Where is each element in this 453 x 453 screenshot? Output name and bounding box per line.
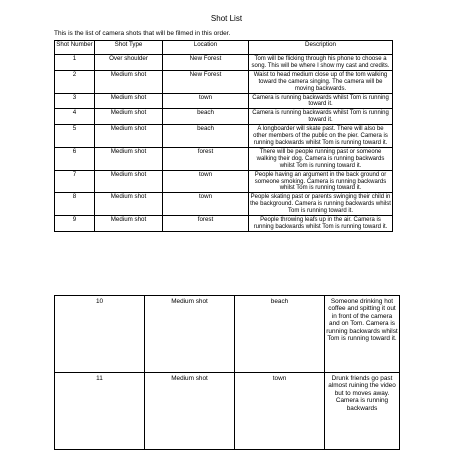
description-cell: Waist to head medium close up of the tom walking toward the camera singing. The camera will be moving backwards. — [249, 70, 393, 93]
table-row — [55, 109, 393, 125]
shot-number-cell: 11 — [55, 373, 145, 450]
description-cell: People throwing leafs up in the air. Camera is running backwards whilst Tom is running toward it. — [249, 216, 393, 232]
description-cell: Tom will be flicking through his phone to choose a song. This will be where I show my cast and credits. — [249, 55, 393, 71]
shot-type-cell: Medium shot — [95, 109, 163, 125]
description-cell: Camera is running backwards whilst Tom is running toward it. — [249, 93, 393, 109]
location-cell: beach — [235, 296, 325, 373]
location-cell: town — [163, 93, 249, 109]
description-cell: There will be people running past or someone walking their dog. Camera is running backwards whilst Tom is running toward it. — [249, 147, 393, 170]
shot-list-table — [54, 40, 393, 232]
location-cell: town — [163, 170, 249, 193]
table-row — [55, 70, 393, 93]
shot-number-cell: 1 — [55, 55, 95, 71]
description-cell: Someone drinking hot coffee and spitting it out in front of the camera and on Tom. Camera is running backwards whilst Tom is running toward it. — [325, 296, 400, 373]
header-location: Location — [163, 41, 249, 55]
description-cell: People skating past or parents swinging their child in the background. Camera is running backwards whilst Tom is running toward it. — [250, 194, 391, 215]
location-cell: town — [235, 373, 325, 450]
location-cell: forest — [163, 147, 249, 170]
shot-number-cell: 5 — [55, 125, 95, 148]
shot-type-cell: Medium shot — [95, 170, 163, 193]
shot-type-cell: Medium shot — [95, 93, 163, 109]
table-row — [55, 193, 393, 216]
shot-type-cell: Medium shot — [95, 193, 163, 216]
shot-number-cell: 8 — [55, 193, 95, 216]
description-cell: A longboarder will skate past. There will also be other members of the public on the pier. Camera is running backwards whilst Tom is running toward it. — [249, 125, 393, 148]
location-cell: New Forest — [163, 70, 249, 93]
document-title: Shot List — [210, 14, 243, 23]
intro-text: This is the list of camera shots that will be filmed in this order. — [54, 30, 231, 37]
description-cell: Camera is running backwards whilst Tom is running toward it. — [249, 109, 393, 125]
table-header-row — [55, 41, 393, 55]
shot-type-cell: Medium shot — [95, 147, 163, 170]
shot-number-cell: 9 — [55, 216, 95, 232]
header-description: Description — [249, 41, 393, 55]
description-cell: People having an argument in the back ground or someone smoking. Camera is running backwards whilst Tom is running toward it. — [249, 170, 393, 193]
shot-number-cell: 2 — [55, 70, 95, 93]
header-shot-number: Shot Number — [55, 41, 95, 55]
shot-number-cell: 10 — [55, 296, 145, 373]
table-row — [55, 216, 393, 232]
shot-type-cell: Medium shot — [95, 70, 163, 93]
description-cell: Drunk friends go past almost ruining the video but to moves away. Camera is running backwards — [325, 373, 400, 450]
shot-type-cell: Medium shot — [95, 216, 163, 232]
location-cell: forest — [163, 216, 249, 232]
table-row — [55, 93, 393, 109]
shot-number-cell: 6 — [55, 147, 95, 170]
shot-list-table-continued — [54, 295, 400, 450]
location-cell: beach — [163, 109, 249, 125]
location-cell: town — [163, 193, 249, 216]
table-row — [55, 296, 400, 373]
shot-number-cell: 4 — [55, 109, 95, 125]
table-row — [55, 147, 393, 170]
shot-number-cell: 7 — [55, 170, 95, 193]
table-row — [55, 125, 393, 148]
shot-type-cell: Over shoulder — [95, 55, 163, 71]
location-cell: beach — [163, 125, 249, 148]
shot-type-cell: Medium shot — [145, 296, 235, 373]
header-shot-type: Shot Type — [95, 41, 163, 55]
shot-type-cell: Medium shot — [95, 125, 163, 148]
shot-type-cell: Medium shot — [145, 373, 235, 450]
shot-number-cell: 3 — [55, 93, 95, 109]
table-row — [55, 170, 393, 193]
location-cell: New Forest — [163, 55, 249, 71]
table-row — [55, 55, 393, 71]
table-row — [55, 373, 400, 450]
